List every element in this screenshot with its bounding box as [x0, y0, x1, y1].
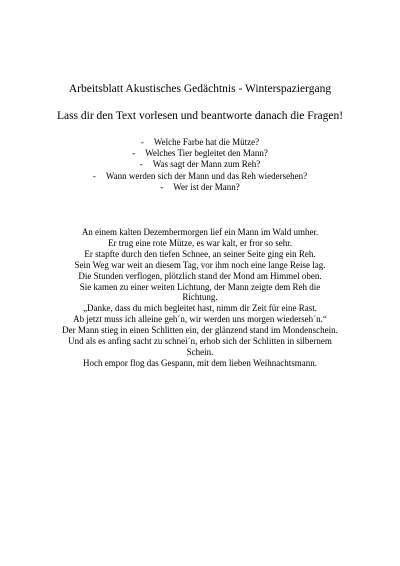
- poem-line: „Danke, dass du mich begleitet hast, nimm dir Zeit für eine Rast.: [83, 303, 317, 314]
- bullet-dash: -: [160, 181, 164, 192]
- bullet-dash: -: [140, 137, 144, 147]
- question-text: Wann werden sich der Mann und das Reh wiedersehen?: [105, 170, 308, 181]
- worksheet-title: Arbeitsblatt Akustisches Gedächtnis - Winterspaziergang: [68, 83, 332, 95]
- instruction-text: Lass dir den Text vorlesen und beantworte danach die Fragen!: [56, 110, 344, 122]
- poem-line: Die Stunden verflogen, plötzlich stand der Mond am Himmel oben.: [78, 270, 322, 281]
- question-item: [0, 137, 400, 148]
- poem-line: Sein Weg war weit an diesem Tag, vor ihm noch eine lange Reise lag.: [74, 259, 326, 270]
- bullet-dash: -: [132, 148, 136, 159]
- question-item: [0, 171, 400, 182]
- poem-line: Er stapfte durch den tiefen Schnee, an seiner Seite ging ein Reh.: [84, 248, 316, 259]
- question-text: Wer ist der Mann?: [173, 181, 240, 192]
- poem-line: An einem kalten Dezembermorgen lief ein Mann im Wald umher.: [81, 227, 319, 237]
- poem-line: Richtung.: [182, 292, 218, 303]
- poem-line: Sie kamen zu einer weiten Lichtung, der Mann zeigte dem Reh die: [79, 281, 321, 292]
- question-text: Welches Tier begleitet den Mann?: [145, 148, 268, 159]
- poem-line: Und als es anfing sacht zu schnei´n, erhob sich der Schlitten in silbernem: [68, 336, 332, 347]
- question-text: Was sagt der Mann zum Reh?: [152, 159, 261, 170]
- poem-line: Er trug eine rote Mütze, es war kalt, er fror so sehr.: [108, 237, 292, 248]
- bullet-dash: -: [139, 159, 143, 170]
- question-list: [0, 137, 400, 193]
- question-item: [0, 148, 400, 159]
- poem-line: Schein.: [186, 346, 214, 357]
- poem-line: Hoch empor flog das Gespann, mit dem lieben Weihnachtsmann.: [82, 357, 318, 368]
- poem-text: [0, 227, 400, 369]
- bullet-dash: -: [92, 170, 96, 181]
- question-text: Welche Farbe hat die Mütze?: [153, 137, 260, 147]
- question-item: [0, 182, 400, 193]
- question-item: [0, 159, 400, 170]
- poem-line: Ab jetzt muss ich alleine geh´n, wir werden uns morgen wiederseh´n.“: [73, 314, 327, 325]
- poem-line: Der Mann stieg in einen Schlitten ein, der glänzend stand im Mondenschein.: [62, 325, 338, 336]
